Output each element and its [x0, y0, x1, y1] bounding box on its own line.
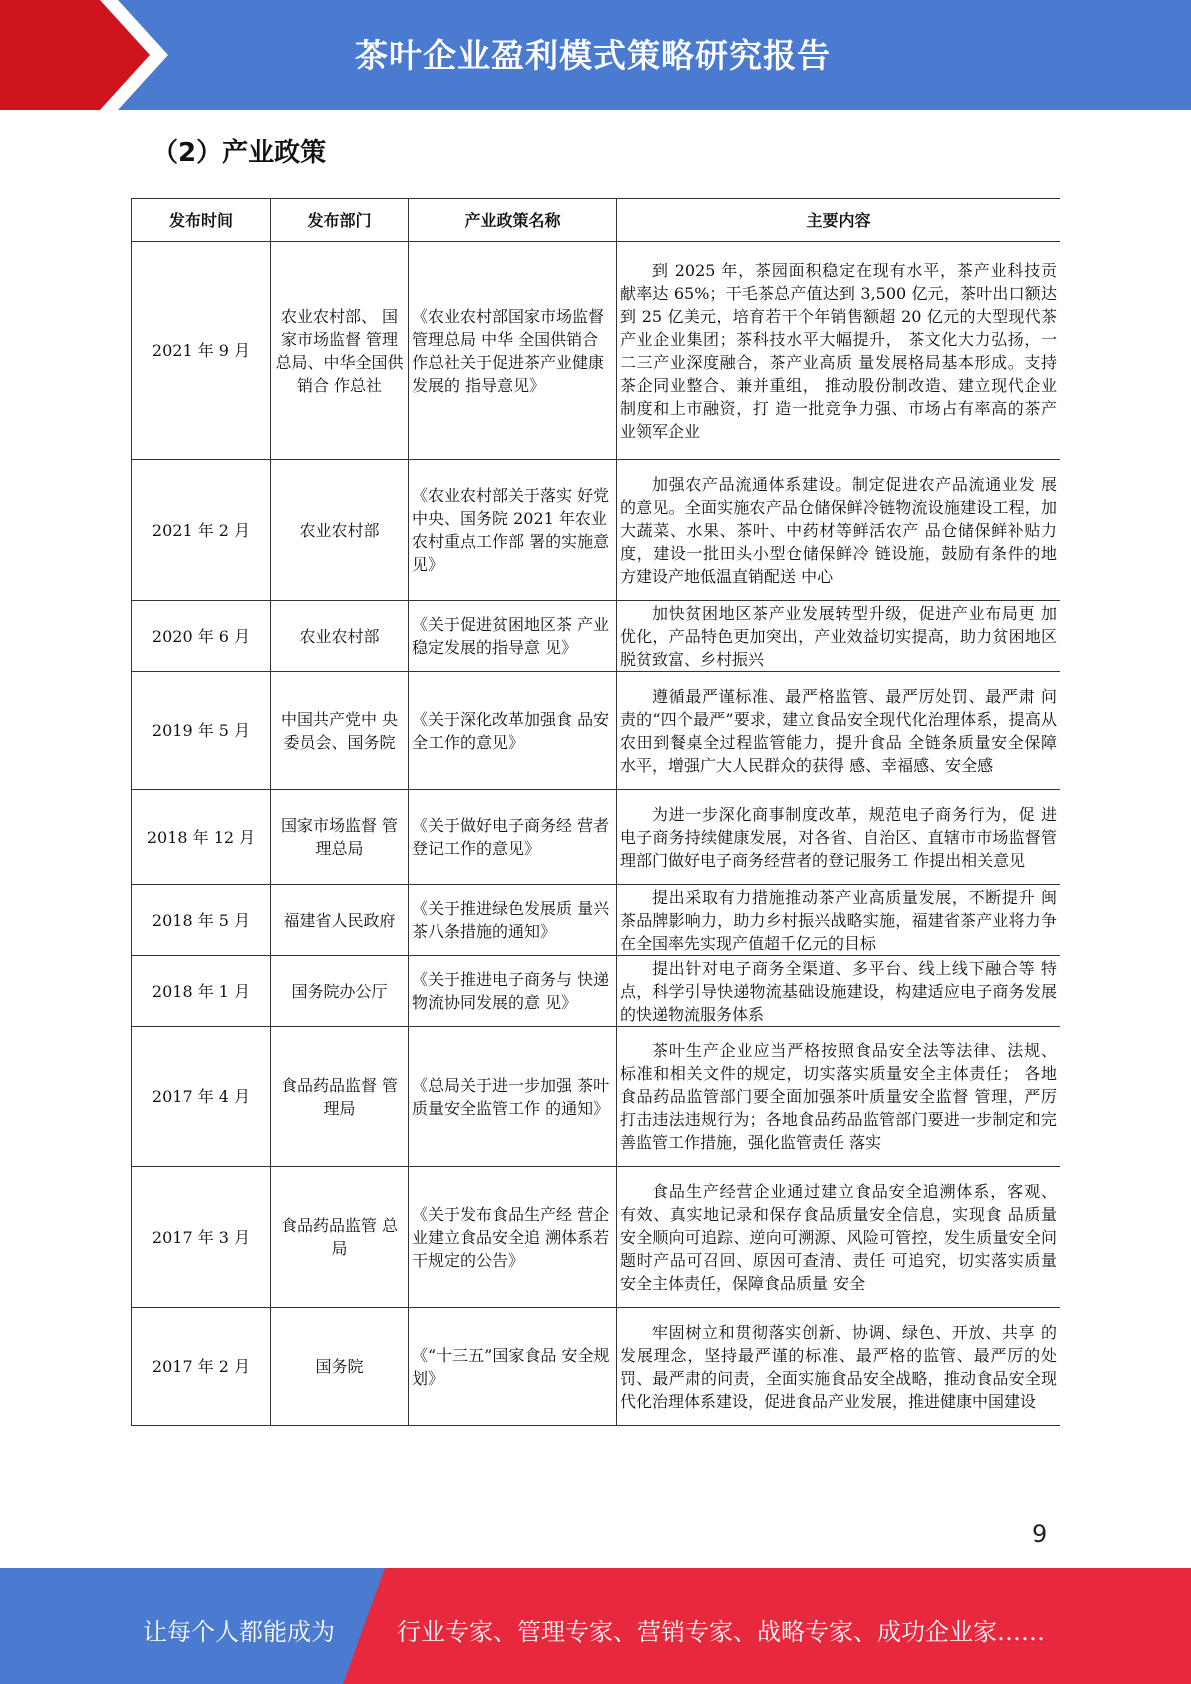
cell-policy-name: 《关于深化改革加强食 品安全工作的意见》	[409, 672, 617, 790]
cell-content: 加强农产品流通体系建设。制定促进农产品流通业发 展的意见。全面实施农产品仓储保鲜冷链物流设施建设工程，加大蔬菜、水果、茶叶、中药材等鲜活农产 品仓储保鲜补贴力度，建设一批田头小型仓储保鲜冷 链设施，鼓励有条件的地方建设产地低温直销配送 中心	[617, 460, 1061, 601]
cell-dept: 农业农村部、 国家市场监督 管理总局、中华全国供销合 作总社	[271, 242, 409, 460]
cell-content: 到 2025 年，茶园面积稳定在现有水平，茶产业科技贡 献率达 65%；干毛茶总产值达到 3,500 亿元，茶叶出口额达到 25 亿美元，培育若干个年销售额超 20 亿元的大型现代茶产业企业集团；茶科技水平大幅提升， 茶文化大力弘扬，一二三产业深度融合，茶产业高质 量发展格局基本形成。支持茶企同业整合、兼并重组， 推动股份制改造、建立现代企业制度和上市融资，打 造一批竞争力强、市场占有率高的茶产业领军企业	[617, 242, 1061, 460]
cell-date: 2017 年 2 月	[132, 1308, 271, 1426]
cell-content: 遵循最严谨标准、最严格监管、最严厉处罚、最严肃 问责的“四个最严”要求，建立食品安全现代化治理体系，提高从农田到餐桌全过程监管能力，提升食品 全链条质量安全保障水平，增强广大人民群众的获得 感、幸福感、安全感	[617, 672, 1061, 790]
table-row	[132, 1308, 1061, 1426]
cell-content: 牢固树立和贯彻落实创新、协调、绿色、开放、共享 的发展理念，坚持最严谨的标准、最严格的监管、最严厉的处罚、最严肃的问责，全面实施食品安全战略，推动食品安全现代化治理体系建设，促进食品产业发展，推进健康中国建设	[617, 1308, 1061, 1426]
cell-content: 茶叶生产企业应当严格按照食品安全法等法律、法规、 标准和相关文件的规定，切实落实质量安全主体责任； 各地食品药品监管部门要全面加强茶叶质量安全监督 管理，严厉打击违法违规行为；各地食品药品监管部门要进一步制定和完善监管工作措施，强化监管责任 落实	[617, 1027, 1061, 1167]
table-row	[132, 601, 1061, 672]
cell-dept: 食品药品监管 总局	[271, 1167, 409, 1308]
cell-policy-name: 《关于推进绿色发展质 量兴茶八条措施的通知》	[409, 885, 617, 956]
table-row	[132, 672, 1061, 790]
cell-dept: 农业农村部	[271, 601, 409, 672]
cell-policy-name: 《关于发布食品生产经 营企业建立食品安全追 溯体系若干规定的公告》	[409, 1167, 617, 1308]
cell-dept: 国家市场监督 管理总局	[271, 790, 409, 885]
table-row	[132, 460, 1061, 601]
column-header-dept: 发布部门	[271, 199, 409, 242]
table-header-row	[132, 199, 1061, 242]
cell-date: 2018 年 5 月	[132, 885, 271, 956]
cell-date: 2018 年 1 月	[132, 956, 271, 1027]
column-header-date: 发布时间	[132, 199, 271, 242]
table-row	[132, 956, 1061, 1027]
cell-policy-name: 《农业农村部国家市场监督管理总局 中华 全国供销合作总社关于促进茶产业健康发展的 指导意见》	[409, 242, 617, 460]
cell-policy-name: 《农业农村部关于落实 好党中央、国务院 2021 年农业农村重点工作部 署的实施意见》	[409, 460, 617, 601]
footer-slogan-right: 行业专家、管理专家、营销专家、战略专家、成功企业家……	[397, 1618, 1045, 1646]
cell-dept: 中国共产党中 央委员会、国务院	[271, 672, 409, 790]
cell-policy-name: 《关于做好电子商务经 营者登记工作的意见》	[409, 790, 617, 885]
table-row	[132, 1027, 1061, 1167]
cell-content: 提出针对电子商务全渠道、多平台、线上线下融合等 特点，科学引导快递物流基础设施建设，构建适应电子商务发展的快递物流服务体系	[617, 956, 1061, 1027]
cell-policy-name: 《关于促进贫困地区茶 产业稳定发展的指导意 见》	[409, 601, 617, 672]
cell-date: 2019 年 5 月	[132, 672, 271, 790]
cell-policy-name: 《关于推进电子商务与 快递物流协同发展的意 见》	[409, 956, 617, 1027]
cell-date: 2020 年 6 月	[132, 601, 271, 672]
table-row	[132, 885, 1061, 956]
table-row	[132, 790, 1061, 885]
cell-policy-name: 《“十三五”国家食品 安全规划》	[409, 1308, 617, 1426]
cell-date: 2021 年 9 月	[132, 242, 271, 460]
table-row	[132, 1167, 1061, 1308]
page-number: 9	[1032, 1520, 1048, 1548]
cell-dept: 国务院办公厅	[271, 956, 409, 1027]
page-footer	[0, 1568, 1191, 1684]
cell-date: 2017 年 4 月	[132, 1027, 271, 1167]
cell-content: 为进一步深化商事制度改革，规范电子商务行为，促 进电子商务持续健康发展，对各省、自治区、直辖市市场监督管理部门做好电子商务经营者的登记服务工 作提出相关意见	[617, 790, 1061, 885]
policy-table-container	[131, 198, 1060, 1426]
cell-date: 2021 年 2 月	[132, 460, 271, 601]
cell-date: 2018 年 12 月	[132, 790, 271, 885]
cell-dept: 国务院	[271, 1308, 409, 1426]
column-header-content: 主要内容	[617, 199, 1061, 242]
cell-date: 2017 年 3 月	[132, 1167, 271, 1308]
cell-content: 食品生产经营企业通过建立食品安全追溯体系，客观、 有效、真实地记录和保存食品质量安全信息，实现食 品质量安全顺向可追踪、逆向可溯源、风险可管控，发生质量安全问题时产品可召回、原因可查清、责任 可追究，切实落实质量安全主体责任，保障食品质量 安全	[617, 1167, 1061, 1308]
policy-table	[131, 198, 1060, 1426]
column-header-policy-name: 产业政策名称	[409, 199, 617, 242]
cell-dept: 食品药品监督 管理局	[271, 1027, 409, 1167]
cell-content: 提出采取有力措施推动茶产业高质量发展，不断提升 闽茶品牌影响力，助力乡村振兴战略实施，福建省茶产业将力争在全国率先实现产值超千亿元的目标	[617, 885, 1061, 956]
footer-slogan-left: 让每个人都能成为	[143, 1618, 335, 1646]
table-row	[132, 242, 1061, 460]
cell-policy-name: 《总局关于进一步加强 茶叶质量安全监管工作 的通知》	[409, 1027, 617, 1167]
page-header	[0, 0, 1191, 110]
cell-dept: 农业农村部	[271, 460, 409, 601]
cell-content: 加快贫困地区茶产业发展转型升级，促进产业布局更 加优化，产品特色更加突出，产业效益切实提高，助力贫困地区脱贫致富、乡村振兴	[617, 601, 1061, 672]
report-title: 茶叶企业盈利模式策略研究报告	[355, 36, 831, 75]
section-title: （2）产业政策	[152, 138, 327, 168]
cell-dept: 福建省人民政府	[271, 885, 409, 956]
